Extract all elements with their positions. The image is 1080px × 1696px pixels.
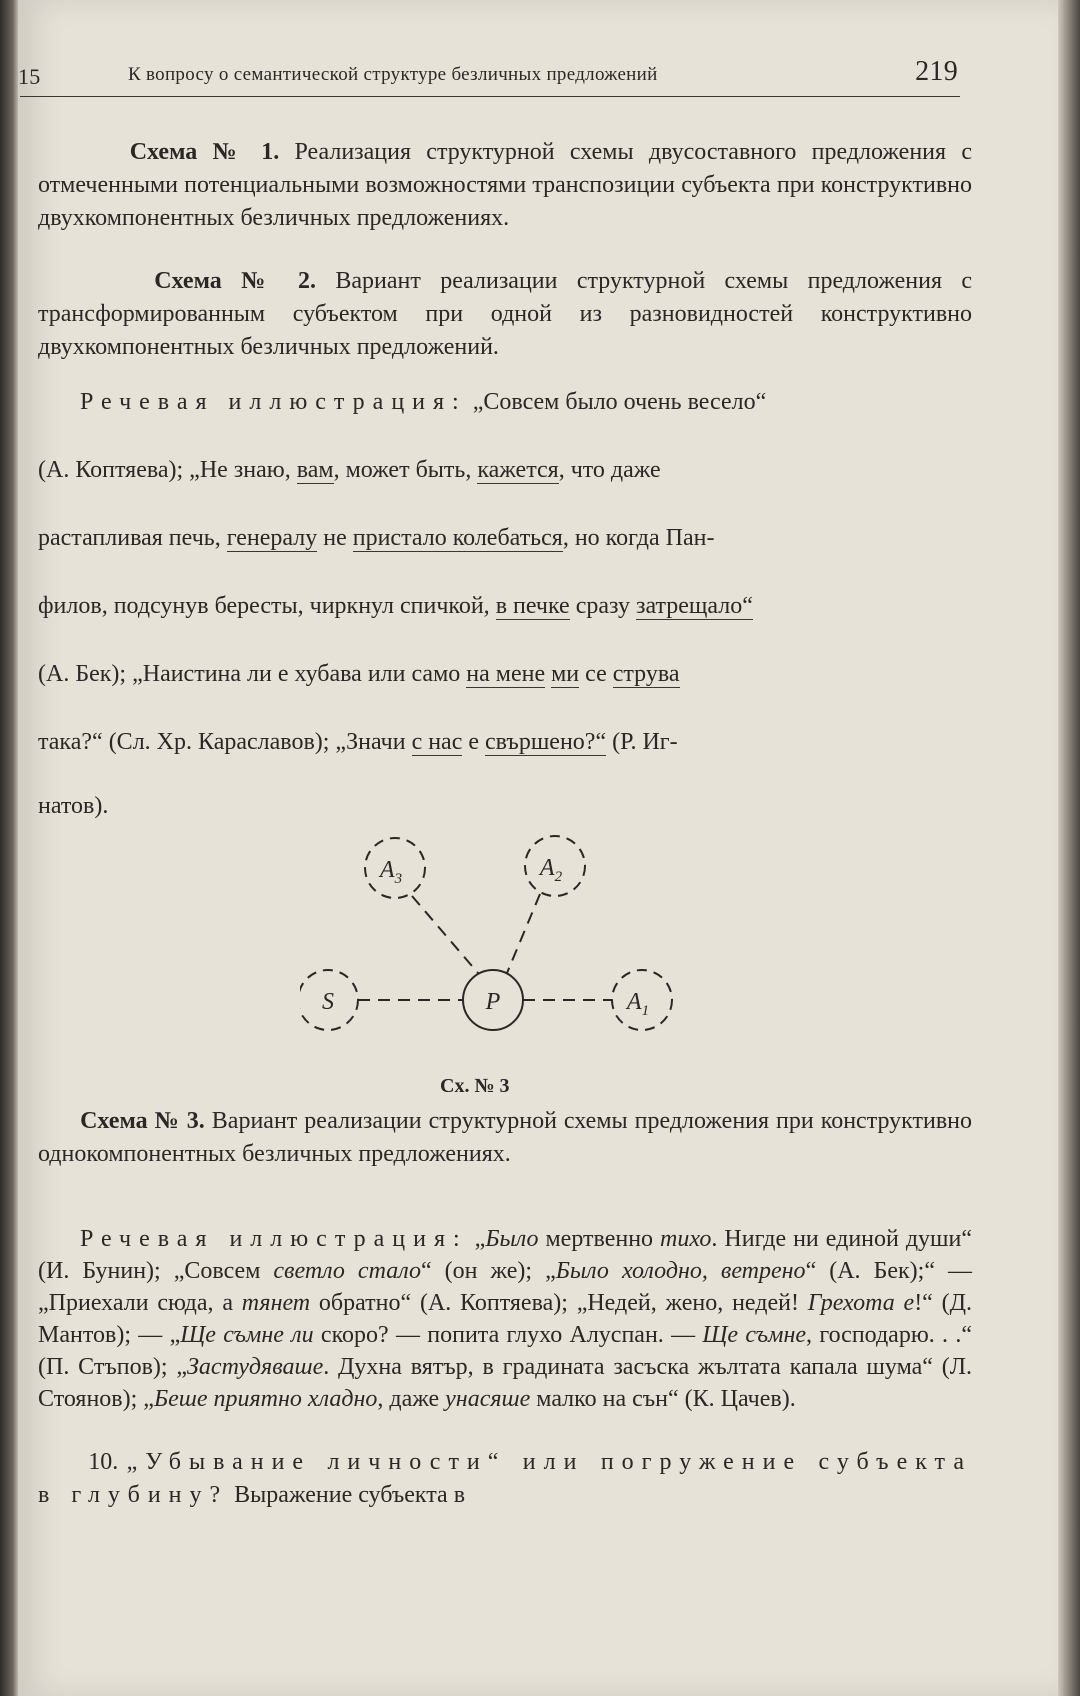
quote-text: “ (А. Бек);“ — „Приехали сюда, а bbox=[38, 1258, 973, 1316]
schema-2-text: Вариант реализации структурной схемы предложения с трансформированным субъектом при одной из разновидностей конструктивно двухкомпонентных безличных предложений. bbox=[38, 268, 973, 360]
illustration-line bbox=[38, 786, 972, 826]
label-p: P bbox=[485, 989, 501, 1015]
section-10-title: „Убывание личности“ или погружение субъекта в глубину? bbox=[38, 1449, 972, 1508]
schema-3-diagram bbox=[300, 832, 700, 1052]
schema-3-paragraph bbox=[38, 1105, 972, 1171]
book-binding-shadow bbox=[0, 0, 18, 1696]
italic-word: тянет bbox=[241, 1290, 311, 1316]
quote-text: . Духна вятър, в градината засъска жълтата капала шума“ (Л. Стоянов); „ bbox=[38, 1354, 973, 1412]
italic-word: Беше приятно хладно bbox=[153, 1386, 378, 1412]
quote-text: (Р. Иг- bbox=[606, 729, 678, 755]
illustration-line bbox=[38, 572, 972, 640]
quote-text: (А. Коптяева); „Не знаю, bbox=[38, 457, 297, 483]
label-s: S bbox=[322, 989, 334, 1015]
quote-text: не bbox=[317, 525, 353, 551]
schema-1-text: Реализация структурной схемы двусоставного предложения с отмеченными потенциальными возможностями транспозиции субъекта при конструктивно двухкомпонентных безличных предложениях. bbox=[38, 139, 972, 231]
schema-3-text: Вариант реализации структурной схемы предложения при конструктивно однокомпонентных безличных предложениях. bbox=[38, 1108, 973, 1167]
quote-text: натов). bbox=[38, 793, 109, 819]
node-a1 bbox=[612, 970, 672, 1030]
page-edge-shadow bbox=[1058, 0, 1080, 1696]
quote-text: растапливая печь, bbox=[38, 525, 227, 551]
underlined-word: свършено?“ bbox=[485, 729, 607, 755]
italic-word: Ще съмне bbox=[702, 1322, 807, 1348]
italic-word: тихо bbox=[660, 1226, 712, 1252]
running-header bbox=[18, 56, 958, 96]
italic-word: Ще съмне ли bbox=[180, 1322, 314, 1348]
schema-1-label: Схема № 1. bbox=[129, 139, 280, 165]
node-a3 bbox=[365, 838, 425, 898]
illustration-line bbox=[38, 504, 972, 572]
section-number: 15 bbox=[18, 64, 41, 89]
quote-text: . Нигде ни единой души“ (И. Бунин); „Совсем bbox=[38, 1226, 973, 1284]
quote-text: !“ (Д. Мантов); — „ bbox=[38, 1290, 972, 1348]
quote-text: се bbox=[579, 661, 613, 687]
schema-2-paragraph bbox=[38, 265, 972, 364]
speech-illustration-2 bbox=[38, 1223, 972, 1415]
edge-a2-p bbox=[507, 894, 540, 973]
quote-text: , господарю. . .“ (П. Стъпов); „ bbox=[38, 1322, 972, 1380]
page-number: 219 bbox=[915, 56, 958, 87]
section-10-text: Выражение субъекта в bbox=[228, 1482, 466, 1508]
italic-word: светло стало bbox=[273, 1258, 421, 1284]
italic-word: унасяше bbox=[445, 1386, 531, 1412]
quote-text: “ (он же); „ bbox=[420, 1258, 556, 1284]
underlined-word: ми bbox=[551, 661, 580, 687]
quote-text: (А. Бек); „Наистина ли е хубава или само bbox=[38, 661, 467, 687]
label-a3: $A_3$ bbox=[379, 857, 403, 887]
quote-text: , что даже bbox=[558, 457, 661, 483]
schema-3-label: Схема № 3. bbox=[80, 1108, 205, 1134]
illustration-heading: Речевая иллюстрация: bbox=[79, 1226, 468, 1252]
underlined-word: вам bbox=[296, 457, 334, 483]
illustration-heading: Речевая иллюстрация: bbox=[80, 389, 467, 415]
quote-text: скоро? — попита глухо Алуспан. — bbox=[313, 1322, 703, 1348]
italic-word: Было холодно, ветрено bbox=[555, 1258, 806, 1284]
running-title: К вопросу о семантической структуре безличных предложений bbox=[128, 64, 658, 85]
speech-illustration-1 bbox=[38, 368, 972, 826]
quote-text: филов, подсунув бересты, чиркнул спичкой, bbox=[38, 593, 496, 619]
header-rule bbox=[20, 96, 960, 97]
quote-text: е bbox=[462, 729, 486, 755]
node-a2 bbox=[525, 836, 585, 896]
italic-word: Было bbox=[485, 1226, 539, 1252]
section-10-paragraph bbox=[38, 1446, 972, 1512]
quote-text: обратно“ (А. Коптяева); „Недей, жено, недей! bbox=[310, 1290, 808, 1316]
underlined-word: кажется bbox=[477, 457, 559, 483]
edge-a3-p bbox=[412, 896, 478, 973]
quote-text: „Совсем было очень весело“ bbox=[472, 389, 767, 415]
underlined-word: на мене bbox=[466, 661, 546, 687]
underlined-word: струва bbox=[612, 661, 680, 687]
quote-text: , может быть, bbox=[333, 457, 478, 483]
illustration-line bbox=[38, 708, 972, 776]
label-a2: $A_2$ bbox=[539, 855, 563, 885]
underlined-word: пристало колебаться bbox=[352, 525, 563, 551]
quote-text: „ bbox=[467, 1226, 486, 1252]
italic-word: Грехота е bbox=[807, 1290, 915, 1316]
underlined-word: в печке bbox=[495, 593, 570, 619]
diagram-caption: Сх. № 3 bbox=[440, 1075, 510, 1097]
quote-text: , но когда Пан- bbox=[562, 525, 715, 551]
quote-text: , даже bbox=[377, 1386, 446, 1412]
underlined-word: затрещало“ bbox=[635, 593, 753, 619]
illustration-line bbox=[38, 640, 972, 708]
underlined-word: с нас bbox=[411, 729, 463, 755]
quote-text: сразу bbox=[569, 593, 636, 619]
section-10-number: 10. bbox=[88, 1449, 119, 1475]
quote-text: малко на сън“ (К. Цачев). bbox=[530, 1386, 796, 1412]
schema-1-paragraph bbox=[38, 136, 972, 235]
quote-text: мертвенно bbox=[538, 1226, 661, 1252]
quote-text: така?“ (Сл. Хр. Караславов); „Значи bbox=[38, 729, 412, 755]
schema-2-label: Схема № 2. bbox=[154, 268, 316, 294]
illustration-line bbox=[38, 368, 972, 436]
italic-word: Застудяваше bbox=[187, 1354, 324, 1380]
illustration-line bbox=[38, 436, 972, 504]
label-a1: $A_1$ bbox=[626, 989, 650, 1019]
underlined-word: генералу bbox=[226, 525, 318, 551]
